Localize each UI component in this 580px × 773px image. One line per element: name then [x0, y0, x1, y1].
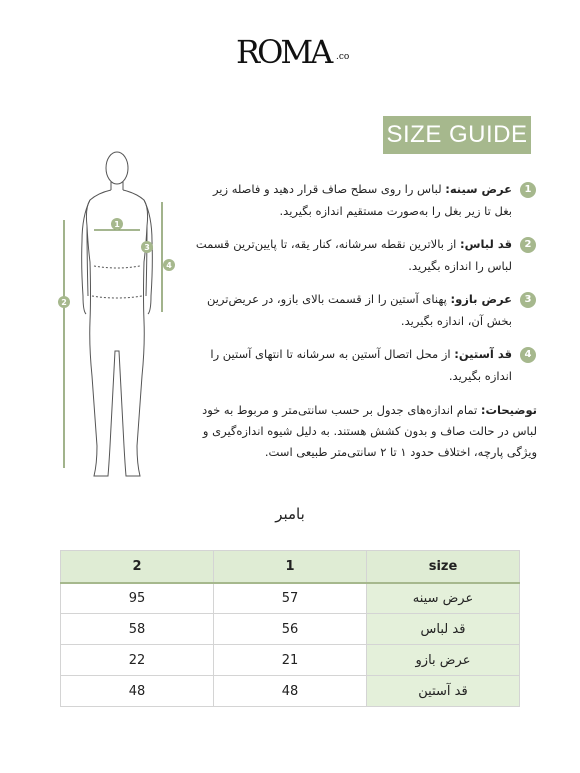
instruction-4-text: از محل اتصال آستین به سرشانه تا انتهای آستین را اندازه بگیرید. [210, 347, 512, 383]
instruction-3-text: پهنای آستین را از قسمت بالای بازو، در عریض‌ترین بخش آن، اندازه بگیرید. [206, 292, 512, 328]
instruction-1 [195, 178, 512, 222]
table-row [61, 676, 520, 707]
notes-title: توضیحات: [480, 403, 537, 417]
instruction-3-title: عرض بازو: [450, 292, 512, 306]
row-label: عرض سینه [367, 583, 520, 614]
table-cell: 48 [61, 676, 214, 707]
instruction-3-badge: 3 [520, 292, 536, 308]
row-label: قد آستین [367, 676, 520, 707]
instruction-4-title: قد آستین: [454, 347, 512, 361]
instruction-3 [195, 288, 512, 332]
table-row [61, 645, 520, 676]
size-guide-banner: SIZE GUIDE [383, 116, 531, 154]
figure-body [86, 190, 147, 476]
figure-left-arm [82, 200, 90, 314]
notes-text: تمام اندازه‌های جدول بر حسب سانتی‌متر و مربوط به خود لباس در حالت صاف و بدون کشش هستند. به دلیل شیوه اندازه‌گیری و ویژگی پارچه، اختلاف حدود ۱ تا ۲ سانتی‌متر طبیعی است. [202, 403, 537, 459]
logo-suffix-text: .co [336, 52, 350, 62]
figure-head [106, 152, 128, 184]
instruction-2-text: از بالاترین نقطه سرشانه، کنار یقه، تا پایین‌ترین قسمت لباس را اندازه بگیرید. [195, 237, 512, 273]
brand-logo [236, 34, 356, 70]
marker-1-label: 1 [114, 220, 120, 229]
row-label: عرض بازو [367, 645, 520, 676]
table-row [61, 614, 520, 645]
table-cell: 57 [214, 583, 367, 614]
instruction-1-badge: 1 [520, 182, 536, 198]
figure-right-arm [144, 200, 152, 314]
table-cell: 48 [214, 676, 367, 707]
table-cell: 56 [214, 614, 367, 645]
instruction-1-title: عرض سینه: [445, 182, 512, 196]
logo-main-text: ROMA [236, 33, 331, 71]
table-title: بامبر [275, 505, 305, 523]
header-size-1: 1 [214, 551, 367, 583]
instruction-4-badge: 4 [520, 347, 536, 363]
marker-3-label: 3 [144, 243, 150, 252]
body-measurement-figure [50, 146, 185, 486]
notes [195, 400, 537, 463]
header-size-label: size [367, 551, 520, 583]
header-size-2: 2 [61, 551, 214, 583]
table-cell: 95 [61, 583, 214, 614]
table-cell: 21 [214, 645, 367, 676]
instruction-2 [195, 233, 512, 277]
table-cell: 58 [61, 614, 214, 645]
table-cell: 22 [61, 645, 214, 676]
size-table [60, 550, 520, 707]
row-label: قد لباس [367, 614, 520, 645]
marker-4-label: 4 [166, 261, 172, 270]
figure-guides [92, 266, 142, 298]
table-header-row [61, 551, 520, 583]
instruction-1-text: لباس را روی سطح صاف قرار دهید و فاصله زیر بغل تا زیر بغل را به‌صورت مستقیم اندازه بگیرید. [212, 182, 512, 218]
instruction-2-title: قد لباس: [460, 237, 512, 251]
instruction-4 [195, 343, 512, 387]
instruction-2-badge: 2 [520, 237, 536, 253]
table-row [61, 583, 520, 614]
marker-2-label: 2 [61, 298, 67, 307]
